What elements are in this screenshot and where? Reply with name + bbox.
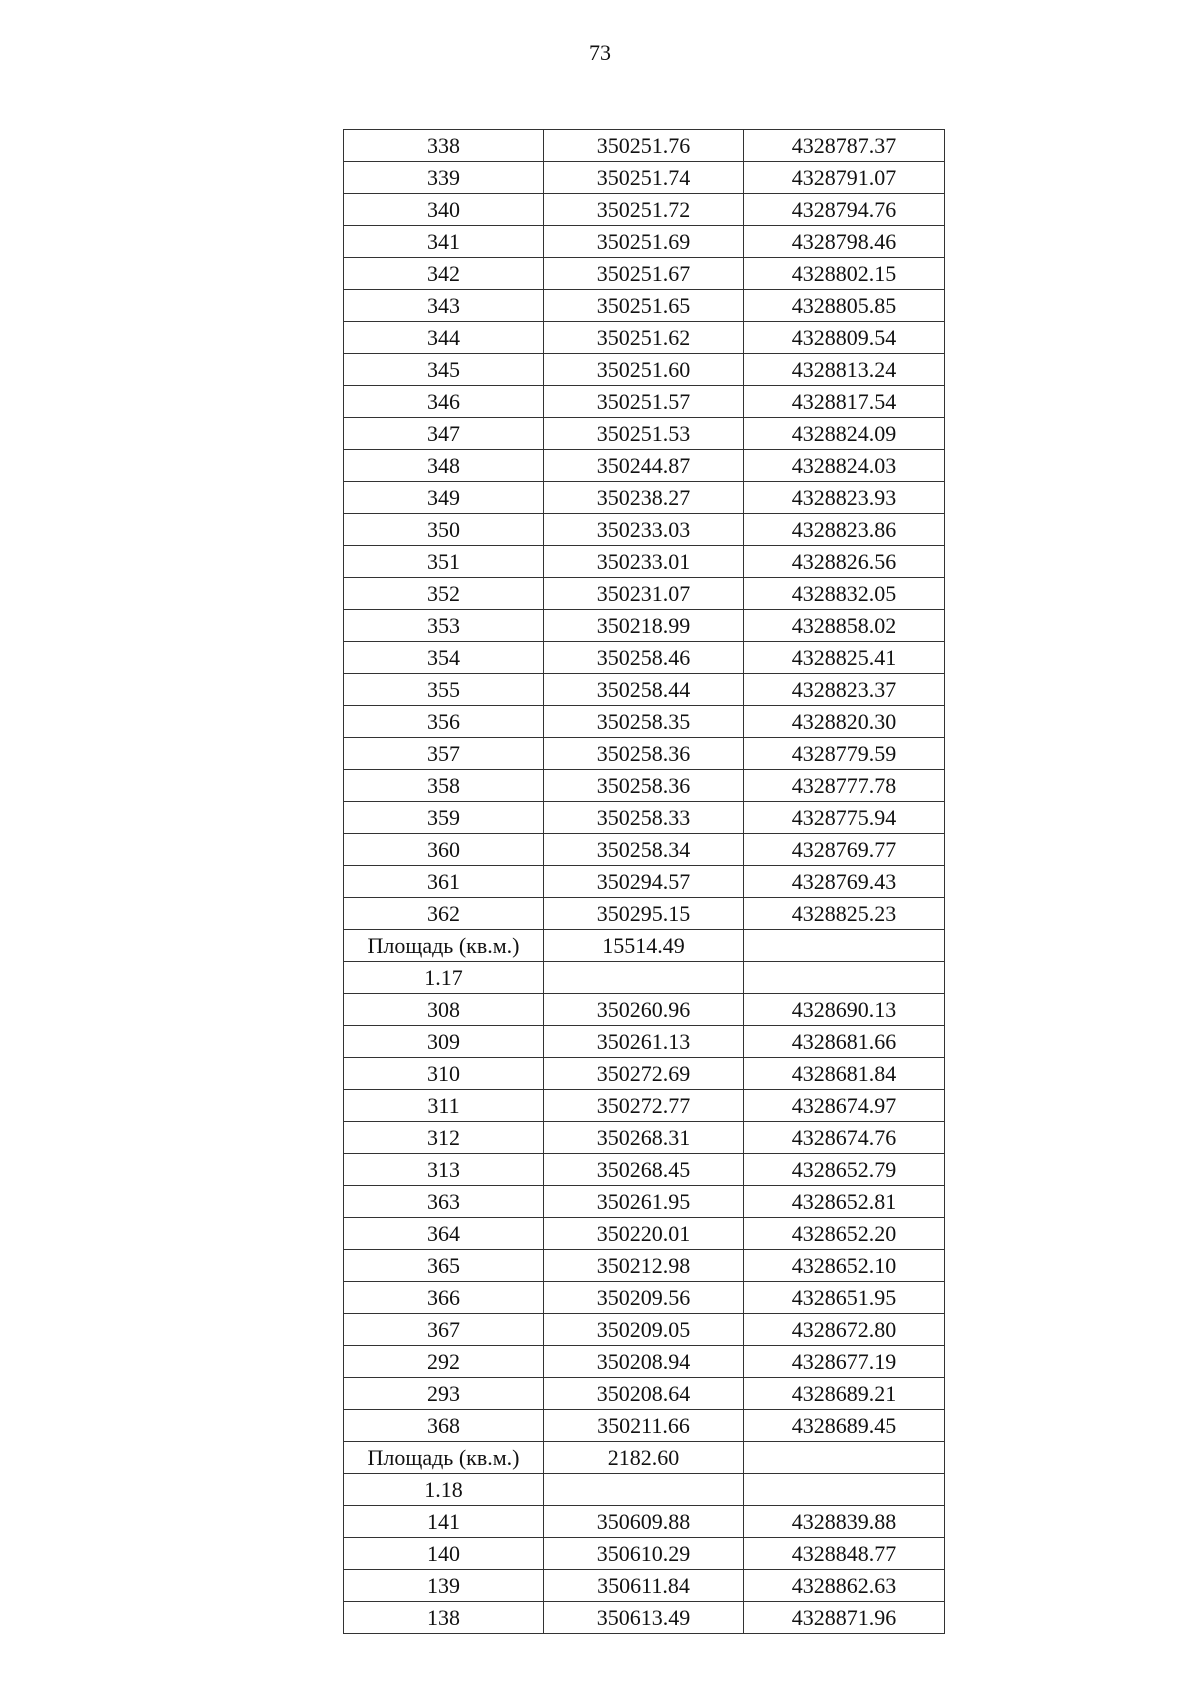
table-row — [344, 706, 945, 738]
point-number-cell: 349 — [344, 482, 544, 514]
point-number-cell: 309 — [344, 1026, 544, 1058]
x-coordinate-cell — [544, 1474, 744, 1506]
table-row — [344, 802, 945, 834]
point-number-cell: 343 — [344, 290, 544, 322]
point-number-cell: 360 — [344, 834, 544, 866]
table-row — [344, 1602, 945, 1634]
y-coordinate-cell: 4328769.43 — [744, 866, 945, 898]
x-coordinate-cell: 350211.66 — [544, 1410, 744, 1442]
y-coordinate-cell: 4328794.76 — [744, 194, 945, 226]
x-coordinate-cell: 350295.15 — [544, 898, 744, 930]
x-coordinate-cell: 350258.33 — [544, 802, 744, 834]
table-row — [344, 1218, 945, 1250]
x-coordinate-cell: 350220.01 — [544, 1218, 744, 1250]
x-coordinate-cell: 350258.34 — [544, 834, 744, 866]
x-coordinate-cell: 350610.29 — [544, 1538, 744, 1570]
y-coordinate-cell: 4328813.24 — [744, 354, 945, 386]
y-coordinate-cell: 4328848.77 — [744, 1538, 945, 1570]
point-number-cell: 292 — [344, 1346, 544, 1378]
y-coordinate-cell: 4328777.78 — [744, 770, 945, 802]
point-number-cell: 346 — [344, 386, 544, 418]
x-coordinate-cell: 350233.01 — [544, 546, 744, 578]
y-coordinate-cell: 4328690.13 — [744, 994, 945, 1026]
point-number-cell: 353 — [344, 610, 544, 642]
table-row — [344, 866, 945, 898]
x-coordinate-cell: 350244.87 — [544, 450, 744, 482]
point-number-cell: Площадь (кв.м.) — [344, 930, 544, 962]
point-number-cell: 308 — [344, 994, 544, 1026]
y-coordinate-cell: 4328862.63 — [744, 1570, 945, 1602]
y-coordinate-cell: 4328839.88 — [744, 1506, 945, 1538]
y-coordinate-cell: 4328652.81 — [744, 1186, 945, 1218]
table-row — [344, 834, 945, 866]
table-row — [344, 1538, 945, 1570]
point-number-cell: 1.17 — [344, 962, 544, 994]
table-row — [344, 578, 945, 610]
point-number-cell: 350 — [344, 514, 544, 546]
x-coordinate-cell: 350272.69 — [544, 1058, 744, 1090]
point-number-cell: 342 — [344, 258, 544, 290]
point-number-cell: 338 — [344, 130, 544, 162]
point-number-cell: 340 — [344, 194, 544, 226]
x-coordinate-cell: 350251.69 — [544, 226, 744, 258]
table-row — [344, 1474, 945, 1506]
table-row — [344, 1122, 945, 1154]
point-number-cell: 366 — [344, 1282, 544, 1314]
table-row — [344, 1570, 945, 1602]
y-coordinate-cell: 4328689.45 — [744, 1410, 945, 1442]
point-number-cell: 354 — [344, 642, 544, 674]
y-coordinate-cell: 4328824.03 — [744, 450, 945, 482]
coordinates-table-body — [344, 130, 945, 1634]
x-coordinate-cell: 350251.76 — [544, 130, 744, 162]
x-coordinate-cell: 350251.53 — [544, 418, 744, 450]
point-number-cell: 141 — [344, 1506, 544, 1538]
table-row — [344, 482, 945, 514]
point-number-cell: 357 — [344, 738, 544, 770]
table-row — [344, 1314, 945, 1346]
table-row — [344, 450, 945, 482]
x-coordinate-cell: 350611.84 — [544, 1570, 744, 1602]
y-coordinate-cell: 4328672.80 — [744, 1314, 945, 1346]
x-coordinate-cell: 350208.94 — [544, 1346, 744, 1378]
x-coordinate-cell — [544, 962, 744, 994]
point-number-cell: 362 — [344, 898, 544, 930]
point-number-cell: 1.18 — [344, 1474, 544, 1506]
y-coordinate-cell: 4328681.84 — [744, 1058, 945, 1090]
x-coordinate-cell: 350233.03 — [544, 514, 744, 546]
y-coordinate-cell: 4328809.54 — [744, 322, 945, 354]
table-row — [344, 770, 945, 802]
table-row — [344, 514, 945, 546]
table-row — [344, 1186, 945, 1218]
point-number-cell: 139 — [344, 1570, 544, 1602]
y-coordinate-cell: 4328824.09 — [744, 418, 945, 450]
table-row — [344, 130, 945, 162]
point-number-cell: 339 — [344, 162, 544, 194]
table-row — [344, 322, 945, 354]
y-coordinate-cell: 4328858.02 — [744, 610, 945, 642]
table-row — [344, 1090, 945, 1122]
table-row — [344, 930, 945, 962]
table-row — [344, 898, 945, 930]
y-coordinate-cell: 4328871.96 — [744, 1602, 945, 1634]
table-row — [344, 1378, 945, 1410]
coordinates-table — [343, 129, 945, 1634]
y-coordinate-cell: 4328817.54 — [744, 386, 945, 418]
x-coordinate-cell: 350209.05 — [544, 1314, 744, 1346]
table-row — [344, 674, 945, 706]
x-coordinate-cell: 350251.67 — [544, 258, 744, 290]
table-row — [344, 1250, 945, 1282]
y-coordinate-cell: 4328820.30 — [744, 706, 945, 738]
table-row — [344, 610, 945, 642]
y-coordinate-cell: 4328823.86 — [744, 514, 945, 546]
y-coordinate-cell: 4328832.05 — [744, 578, 945, 610]
y-coordinate-cell: 4328674.97 — [744, 1090, 945, 1122]
y-coordinate-cell: 4328805.85 — [744, 290, 945, 322]
y-coordinate-cell: 4328674.76 — [744, 1122, 945, 1154]
table-row — [344, 962, 945, 994]
y-coordinate-cell: 4328791.07 — [744, 162, 945, 194]
x-coordinate-cell: 350251.65 — [544, 290, 744, 322]
point-number-cell: 368 — [344, 1410, 544, 1442]
y-coordinate-cell: 4328802.15 — [744, 258, 945, 290]
point-number-cell: 344 — [344, 322, 544, 354]
table-row — [344, 162, 945, 194]
point-number-cell: 341 — [344, 226, 544, 258]
point-number-cell: 359 — [344, 802, 544, 834]
y-coordinate-cell: 4328787.37 — [744, 130, 945, 162]
x-coordinate-cell: 350251.72 — [544, 194, 744, 226]
x-coordinate-cell: 350251.57 — [544, 386, 744, 418]
y-coordinate-cell: 4328652.79 — [744, 1154, 945, 1186]
table-row — [344, 642, 945, 674]
x-coordinate-cell: 350268.45 — [544, 1154, 744, 1186]
y-coordinate-cell: 4328677.19 — [744, 1346, 945, 1378]
point-number-cell: 310 — [344, 1058, 544, 1090]
point-number-cell: 138 — [344, 1602, 544, 1634]
y-coordinate-cell: 4328689.21 — [744, 1378, 945, 1410]
point-number-cell: 355 — [344, 674, 544, 706]
x-coordinate-cell: 350294.57 — [544, 866, 744, 898]
table-row — [344, 1346, 945, 1378]
table-row — [344, 386, 945, 418]
y-coordinate-cell: 4328779.59 — [744, 738, 945, 770]
table-row — [344, 994, 945, 1026]
x-coordinate-cell: 350209.56 — [544, 1282, 744, 1314]
x-coordinate-cell: 350261.95 — [544, 1186, 744, 1218]
y-coordinate-cell — [744, 1442, 945, 1474]
x-coordinate-cell: 350258.36 — [544, 770, 744, 802]
point-number-cell: 364 — [344, 1218, 544, 1250]
table-row — [344, 1410, 945, 1442]
x-coordinate-cell: 350258.36 — [544, 738, 744, 770]
y-coordinate-cell — [744, 962, 945, 994]
point-number-cell: 352 — [344, 578, 544, 610]
x-coordinate-cell: 2182.60 — [544, 1442, 744, 1474]
table-row — [344, 546, 945, 578]
table-row — [344, 738, 945, 770]
point-number-cell: 311 — [344, 1090, 544, 1122]
x-coordinate-cell: 350208.64 — [544, 1378, 744, 1410]
y-coordinate-cell: 4328825.23 — [744, 898, 945, 930]
x-coordinate-cell: 350251.62 — [544, 322, 744, 354]
point-number-cell: 348 — [344, 450, 544, 482]
point-number-cell: 367 — [344, 1314, 544, 1346]
x-coordinate-cell: 350231.07 — [544, 578, 744, 610]
point-number-cell: 358 — [344, 770, 544, 802]
table-row — [344, 1026, 945, 1058]
y-coordinate-cell — [744, 930, 945, 962]
x-coordinate-cell: 350272.77 — [544, 1090, 744, 1122]
y-coordinate-cell: 4328826.56 — [744, 546, 945, 578]
x-coordinate-cell: 350268.31 — [544, 1122, 744, 1154]
table-row — [344, 290, 945, 322]
table-row — [344, 258, 945, 290]
x-coordinate-cell: 350258.46 — [544, 642, 744, 674]
point-number-cell: 345 — [344, 354, 544, 386]
point-number-cell: 293 — [344, 1378, 544, 1410]
y-coordinate-cell — [744, 1474, 945, 1506]
point-number-cell: 361 — [344, 866, 544, 898]
point-number-cell: 351 — [344, 546, 544, 578]
table-row — [344, 1154, 945, 1186]
y-coordinate-cell: 4328652.20 — [744, 1218, 945, 1250]
table-row — [344, 418, 945, 450]
point-number-cell: 363 — [344, 1186, 544, 1218]
x-coordinate-cell: 350218.99 — [544, 610, 744, 642]
point-number-cell: 140 — [344, 1538, 544, 1570]
x-coordinate-cell: 350260.96 — [544, 994, 744, 1026]
y-coordinate-cell: 4328798.46 — [744, 226, 945, 258]
x-coordinate-cell: 15514.49 — [544, 930, 744, 962]
point-number-cell: 312 — [344, 1122, 544, 1154]
point-number-cell: 347 — [344, 418, 544, 450]
y-coordinate-cell: 4328769.77 — [744, 834, 945, 866]
x-coordinate-cell: 350212.98 — [544, 1250, 744, 1282]
y-coordinate-cell: 4328651.95 — [744, 1282, 945, 1314]
x-coordinate-cell: 350261.13 — [544, 1026, 744, 1058]
y-coordinate-cell: 4328823.93 — [744, 482, 945, 514]
table-row — [344, 354, 945, 386]
point-number-cell: 356 — [344, 706, 544, 738]
point-number-cell: 365 — [344, 1250, 544, 1282]
table-row — [344, 1442, 945, 1474]
page-number: 73 — [589, 40, 611, 65]
point-number-cell: Площадь (кв.м.) — [344, 1442, 544, 1474]
x-coordinate-cell: 350251.60 — [544, 354, 744, 386]
x-coordinate-cell: 350258.35 — [544, 706, 744, 738]
y-coordinate-cell: 4328825.41 — [744, 642, 945, 674]
y-coordinate-cell: 4328652.10 — [744, 1250, 945, 1282]
x-coordinate-cell: 350613.49 — [544, 1602, 744, 1634]
table-row — [344, 1506, 945, 1538]
y-coordinate-cell: 4328823.37 — [744, 674, 945, 706]
table-row — [344, 1058, 945, 1090]
x-coordinate-cell: 350251.74 — [544, 162, 744, 194]
y-coordinate-cell: 4328681.66 — [744, 1026, 945, 1058]
x-coordinate-cell: 350258.44 — [544, 674, 744, 706]
table-row — [344, 226, 945, 258]
table-row — [344, 1282, 945, 1314]
x-coordinate-cell: 350238.27 — [544, 482, 744, 514]
x-coordinate-cell: 350609.88 — [544, 1506, 744, 1538]
y-coordinate-cell: 4328775.94 — [744, 802, 945, 834]
table-row — [344, 194, 945, 226]
point-number-cell: 313 — [344, 1154, 544, 1186]
